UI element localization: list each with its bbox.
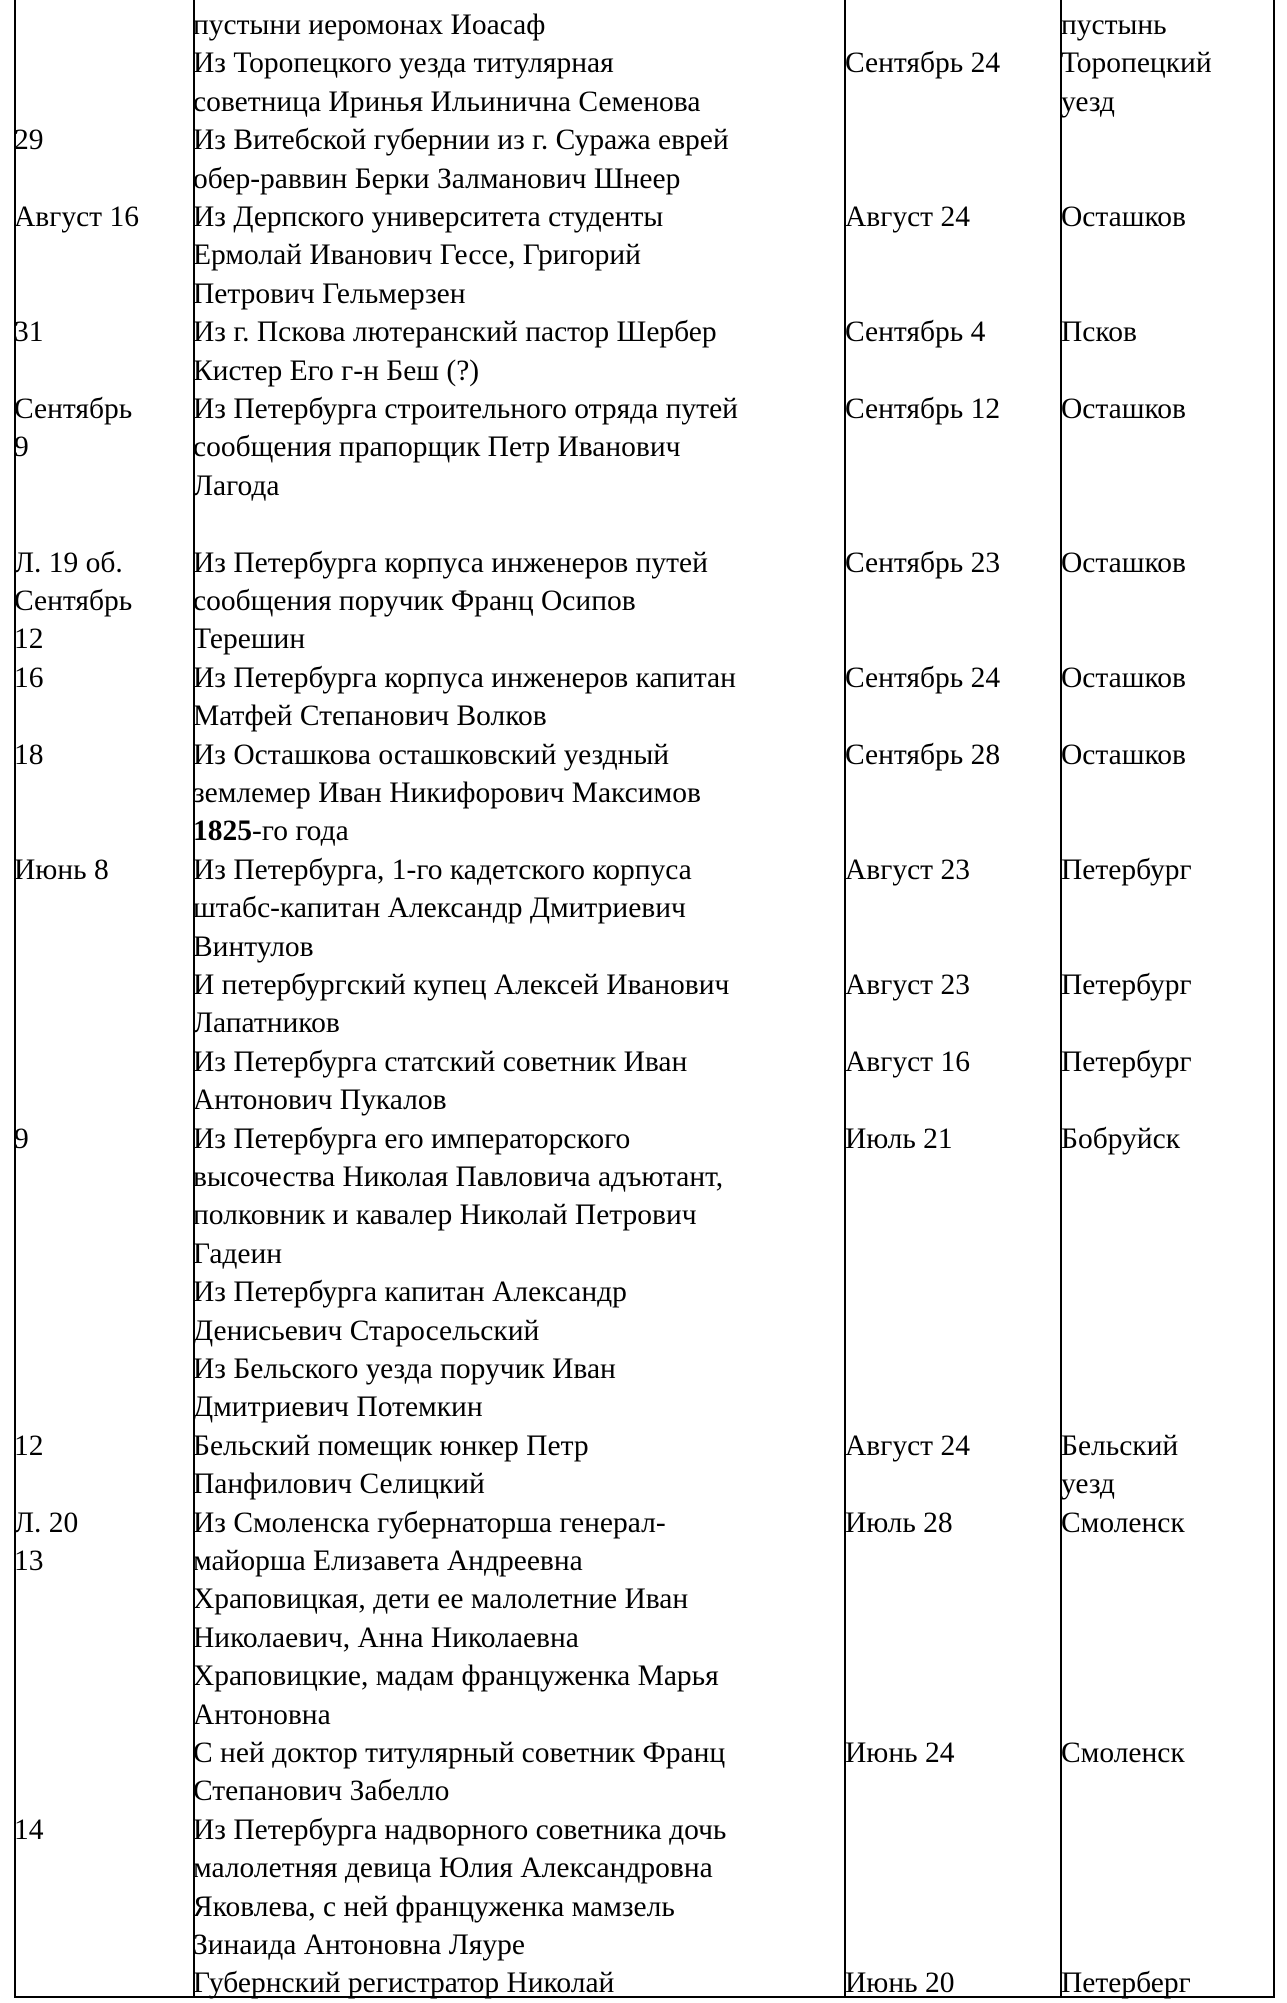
entry-text: Из Петербурга строительного отряда путей xyxy=(193,393,738,425)
arrival-date-cell: Июль 28 xyxy=(845,1506,953,1539)
destination-cell: уезд xyxy=(1061,85,1115,118)
arrival-date-cell: Август 23 xyxy=(845,969,970,1001)
entry-text: Храповицкая, дети ее малолетние Иван xyxy=(193,1583,689,1616)
date-cell: Сентябрь xyxy=(14,393,133,425)
date-cell: 9 xyxy=(14,1122,29,1155)
date-cell: Август 16 xyxy=(14,201,139,233)
arrival-date-cell: Июнь 24 xyxy=(845,1737,955,1769)
entry-text: Лагода xyxy=(193,469,280,502)
destination-cell: Осташков xyxy=(1061,393,1186,425)
entry-text: Гадеин xyxy=(193,1237,283,1270)
arrival-date-cell: Август 23 xyxy=(845,853,970,886)
arrival-date-cell: Август 24 xyxy=(845,1429,970,1462)
entry-text: Из Петербурга капитан Александр xyxy=(193,1276,627,1309)
destination-cell: Петербург xyxy=(1061,969,1192,1001)
entry-text: Губернский регистратор Николай xyxy=(193,1967,615,2000)
entry-text: Из г. Пскова лютеранский пастор Шербер xyxy=(193,316,717,349)
destination-cell: Петерберг xyxy=(1061,1967,1191,2000)
entry-text: Кистер Его г-н Беш (?) xyxy=(193,354,480,387)
arrival-date-cell: Сентябрь 24 xyxy=(845,47,1001,80)
destination-cell: уезд xyxy=(1061,1468,1115,1501)
entry-text: Из Осташкова осташковский уездный xyxy=(193,738,670,771)
arrival-date-cell: Август 16 xyxy=(845,1045,970,1078)
entry-text: Денисьевич Старосельский xyxy=(193,1314,540,1347)
entry-text: Антонович Пукалов xyxy=(193,1084,447,1117)
entry-text: сообщения прапорщик Петр Иванович xyxy=(193,431,681,464)
date-cell: Л. 19 об. xyxy=(14,546,123,579)
arrival-date-cell: Сентябрь 28 xyxy=(845,738,1001,771)
entry-text: Бельский помещик юнкер Петр xyxy=(193,1429,589,1462)
entry-text: Антоновна xyxy=(193,1698,331,1731)
entry-text: Лапатников xyxy=(193,1007,340,1040)
arrival-date-cell: Июнь 20 xyxy=(845,1967,955,2000)
destination-cell: Петербург xyxy=(1061,1045,1192,1078)
date-cell: 31 xyxy=(14,316,44,349)
entry-text: Панфилович Селицкий xyxy=(193,1468,485,1501)
arrival-date-cell: Сентябрь 12 xyxy=(845,393,1001,425)
destination-cell: Осташков xyxy=(1061,738,1186,771)
date-cell: 13 xyxy=(14,1545,44,1577)
entry-text: землемер Иван Никифорович Максимов xyxy=(193,777,701,809)
entry-text: Из Дерпского университета студенты xyxy=(193,201,664,233)
entry-text: Зинаида Антоновна Ляуре xyxy=(193,1929,525,1961)
entry-text: советница Иринья Ильинична Семенова xyxy=(193,85,701,118)
date-cell: 12 xyxy=(14,1429,44,1462)
destination-cell: Смоленск xyxy=(1061,1737,1185,1769)
date-cell: Сентябрь xyxy=(14,585,133,617)
destination-cell: Бельский xyxy=(1061,1429,1179,1462)
year-heading xyxy=(193,812,349,850)
entry-text: Из Петербурга корпуса инженеров путей xyxy=(193,546,708,579)
entry-text: Из Смоленска губернаторша генерал- xyxy=(193,1506,666,1539)
date-cell: 12 xyxy=(14,623,44,656)
entry-text: обер-раввин Берки Залманович Шнеер xyxy=(193,162,681,195)
arrival-date-cell: Сентябрь 4 xyxy=(845,316,986,349)
date-cell: 18 xyxy=(14,738,44,771)
destination-cell: Псков xyxy=(1061,316,1137,349)
entry-text: И петербургский купец Алексей Иванович xyxy=(193,969,730,1001)
entry-text: Матфей Степанович Волков xyxy=(193,700,547,733)
entry-text: Из Торопецкого уезда титулярная xyxy=(193,47,614,80)
entry-text: майорша Елизавета Андреевна xyxy=(193,1545,583,1577)
entry-text: Ермолай Иванович Гессе, Григорий xyxy=(193,239,641,272)
entry-text: Винтулов xyxy=(193,930,314,963)
entry-text: Из Петербурга, 1-го кадетского корпуса xyxy=(193,853,692,886)
entry-text: Из Петербурга статский советник Иван xyxy=(193,1045,688,1078)
entry-text: Терешин xyxy=(193,623,306,656)
destination-cell: Осташков xyxy=(1061,661,1186,694)
destination-cell: Смоленск xyxy=(1061,1506,1185,1539)
entry-text: Из Петербурга надворного советника дочь xyxy=(193,1813,727,1846)
entry-text: сообщения поручик Франц Осипов xyxy=(193,585,636,617)
destination-cell: Торопецкий xyxy=(1061,47,1212,80)
entry-text: Николаевич, Анна Николаевна xyxy=(193,1621,579,1654)
entry-text: Петрович Гельмерзен xyxy=(193,277,466,310)
date-cell: Л. 20 xyxy=(14,1506,79,1539)
year-heading-number: 1825 xyxy=(193,815,252,848)
date-cell: 29 xyxy=(14,124,44,157)
entry-text: штабс-капитан Александр Дмитриевич xyxy=(193,892,686,925)
destination-cell: Петербург xyxy=(1061,853,1192,886)
date-cell: 16 xyxy=(14,661,44,694)
destination-cell: Осташков xyxy=(1061,201,1186,233)
arrival-date-cell: Сентябрь 24 xyxy=(845,661,1001,694)
entry-text: Дмитриевич Потемкин xyxy=(193,1391,483,1424)
arrival-date-cell: Июль 21 xyxy=(845,1122,953,1155)
destination-cell: пустынь xyxy=(1061,9,1167,41)
entry-text: Храповицкие, мадам француженка Марья xyxy=(193,1660,719,1693)
date-cell: 9 xyxy=(14,431,29,464)
entry-text: пустыни иеромонах Иоасаф xyxy=(193,9,546,41)
entry-text: полковник и кавалер Николай Петрович xyxy=(193,1199,697,1232)
date-cell: 14 xyxy=(14,1813,44,1846)
date-cell: Июнь 8 xyxy=(14,853,109,886)
entry-text: С ней доктор титулярный советник Франц xyxy=(193,1737,726,1769)
destination-cell: Осташков xyxy=(1061,546,1186,579)
arrival-date-cell: Сентябрь 23 xyxy=(845,546,1001,579)
entry-text: Степанович Забелло xyxy=(193,1775,450,1808)
destination-cell: Бобруйск xyxy=(1061,1122,1181,1155)
entry-text: высочества Николая Павловича адъютант, xyxy=(193,1161,724,1193)
entry-text: Из Бельского уезда поручик Иван xyxy=(193,1353,616,1385)
entry-text: Из Витебской губернии из г. Суража еврей xyxy=(193,124,729,157)
entry-text: Из Петербурга его императорского xyxy=(193,1122,631,1155)
year-heading-suffix: -го года xyxy=(252,815,349,848)
arrival-date-cell: Август 24 xyxy=(845,201,970,233)
entry-text: Яковлева, с ней француженка мамзель xyxy=(193,1890,675,1923)
entry-text: Из Петербурга корпуса инженеров капитан xyxy=(193,661,736,694)
entry-text: малолетняя девица Юлия Александровна xyxy=(193,1852,713,1885)
